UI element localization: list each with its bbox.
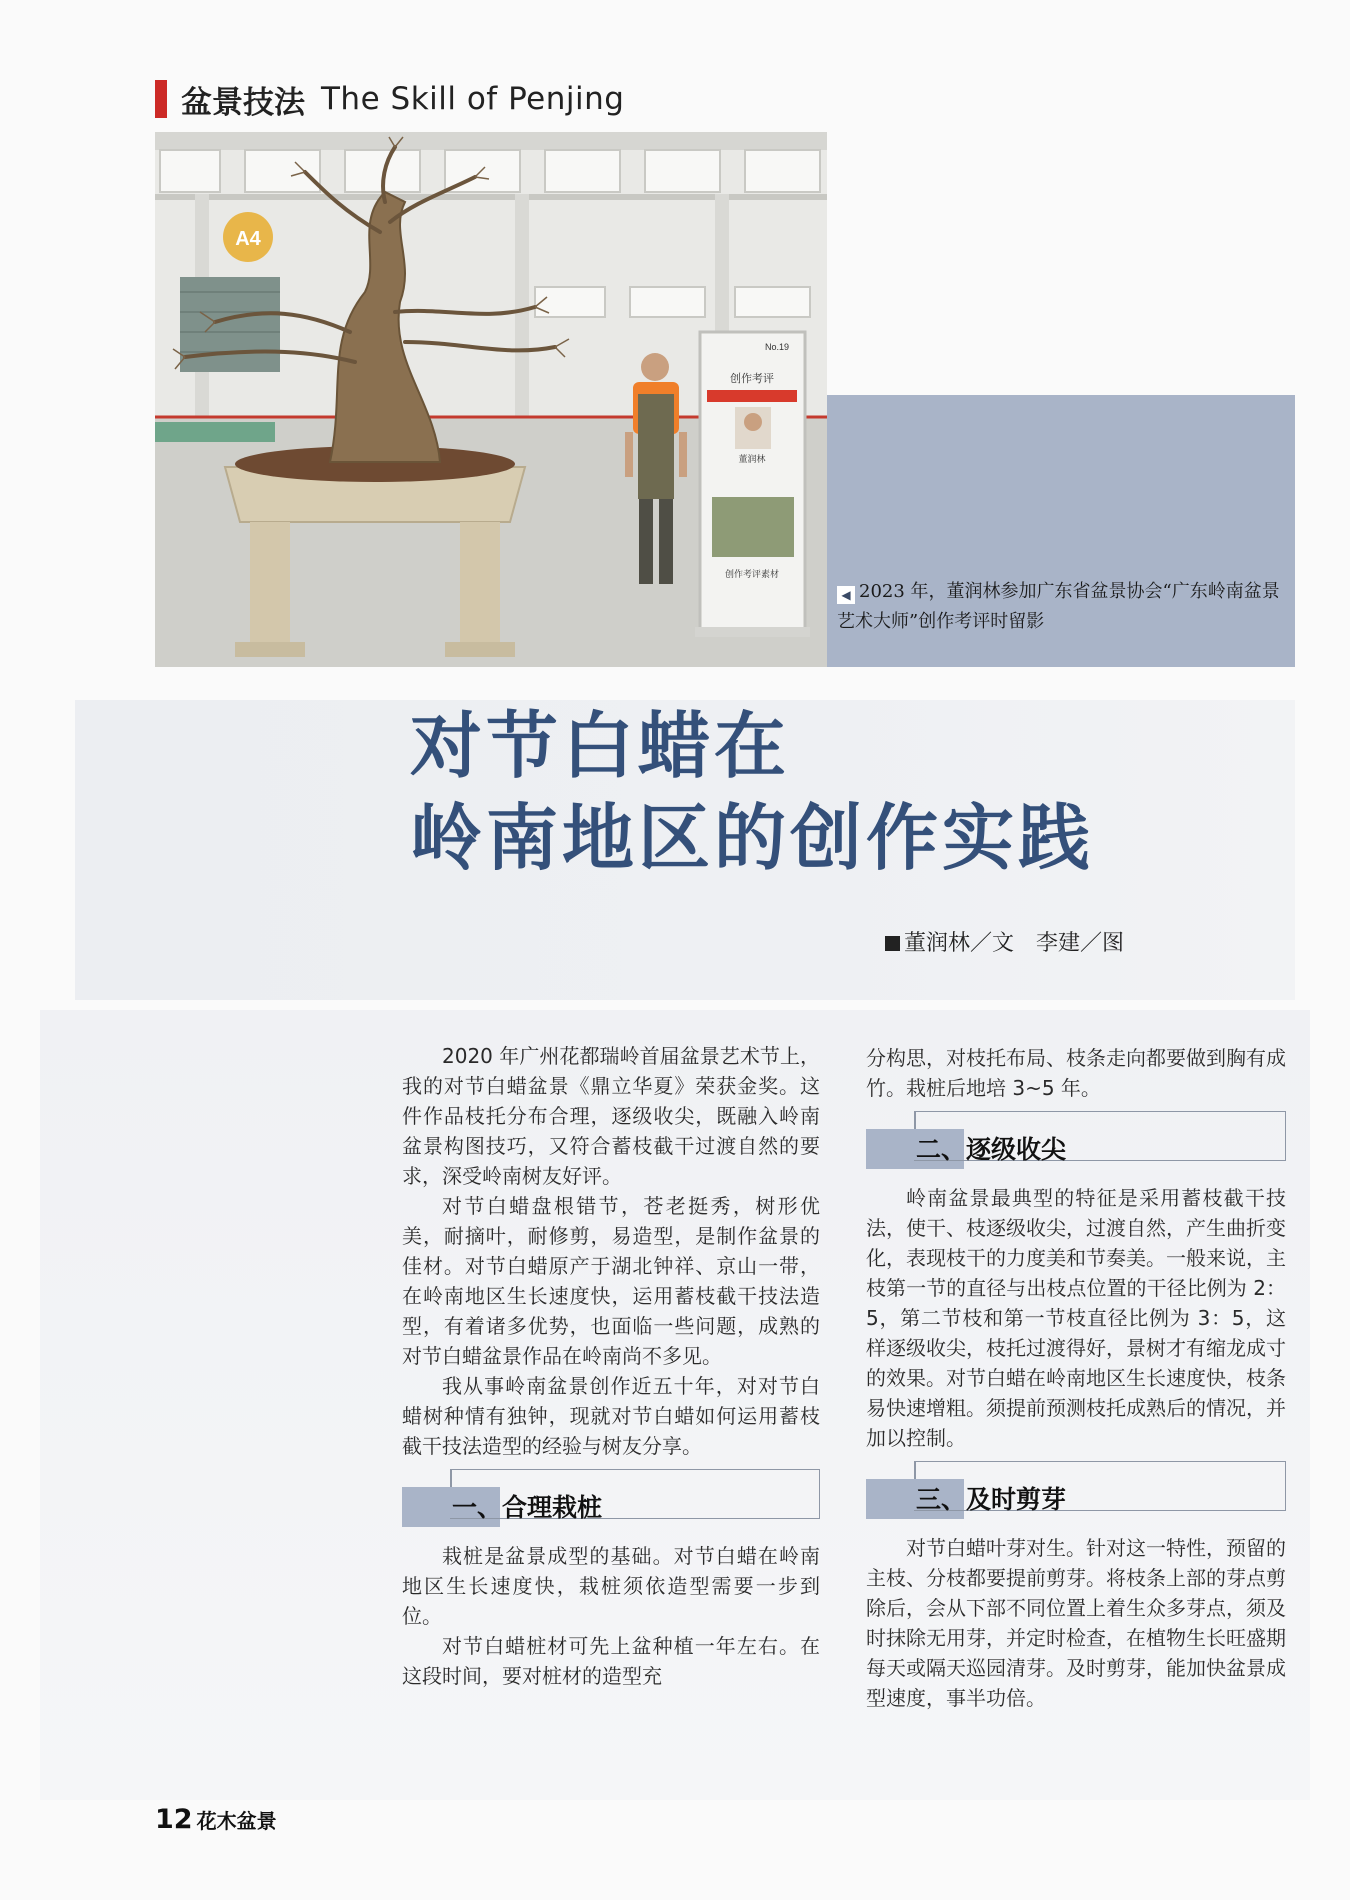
paragraph: 对节白蜡叶芽对生。针对这一特性，预留的主枝、分枝都要提前剪芽。将枝条上部的芽点剪除后，会从下部不同位置上着生众多芽点，须及时抹除无用芽，并定时检查，在植物生长旺盛期每天或隔天巡园清芽。及时剪芽，能加快盆景成型速度，事半功倍。 — [866, 1536, 1286, 1710]
paragraph: 2020 年广州花都瑞岭首届盆景艺术节上，我的对节白蜡盆景《鼎立华夏》荣获金奖。这件作品枝托分布合理，逐级收尖，既融入岭南盆景构图技巧，又符合蓄枝截干过渡自然的要求，深受岭南树友好评。 — [402, 1044, 820, 1188]
paragraph: 我从事岭南盆景创作近五十年，对对节白蜡树种情有独钟，现就对节白蜡如何运用蓄枝截干技法造型的经验与树友分享。 — [402, 1374, 820, 1458]
photo-caption-text: 2023 年，董润林参加广东省盆景协会“广东岭南盆景艺术大师”创作考评时留影 — [837, 581, 1280, 632]
paragraph: 对节白蜡盘根错节，苍老挺秀，树形优美，耐摘叶，耐修剪，易造型，是制作盆景的佳材。对节白蜡原产于湖北钟祥、京山一带，在岭南地区生长速度快，运用蓄枝截干技法造型，有着诸多优势，也面临一些问题，成熟的对节白蜡盆景作品在岭南尚不多见。 — [402, 1194, 820, 1368]
byline — [885, 926, 1124, 957]
section-header — [155, 78, 624, 120]
byline-text: 董润林／文 李建／图 — [904, 931, 1125, 956]
section-heading-2 — [866, 1111, 1286, 1169]
section-heading-3 — [866, 1461, 1286, 1519]
paragraph-continuation: 分构思，对枝托布局、枝条走向都要做到胸有成竹。栽桩后地培 3~5 年。 — [866, 1046, 1286, 1100]
stand-number: No.19 — [764, 342, 789, 352]
caption-arrow-icon: ◀ — [837, 586, 855, 604]
section-heading-1 — [402, 1469, 820, 1527]
section-heading-label: 三、及时剪芽 — [916, 1485, 1067, 1514]
bonsai-photo-illustration — [155, 132, 827, 667]
zone-sign-label: A4 — [235, 228, 261, 250]
article-title — [410, 700, 1094, 884]
section-heading-label: 二、逐级收尖 — [916, 1135, 1067, 1164]
header-section-cn: 盆景技法 — [181, 84, 305, 121]
left-column — [402, 1041, 820, 1691]
article-title-line1: 对节白蜡在 — [410, 704, 791, 788]
magazine-name: 花木盆景 — [196, 1809, 277, 1833]
stand-footer: 创作考评素材 — [724, 570, 780, 580]
page-footer — [155, 1804, 277, 1835]
paragraph: 栽桩是盆景成型的基础。对节白蜡在岭南地区生长速度快，栽桩须依造型需要一步到位。 — [402, 1544, 820, 1628]
paragraph: 岭南盆景最典型的特征是采用蓄枝截干技法，使干、枝逐级收尖，过渡自然，产生曲折变化，表现枝干的力度美和节奏美。一般来说，主枝第一节的直径与出枝点位置的干径比例为 2：5，第二节枝和第一节枝直径比例为 3：5，这样逐级收尖，枝托过渡得好，景树才有缩龙成寸的效果。对节白蜡在岭南地区生长速度快，枝条易快速增粗。须提前预测枝托成熟后的情况，并加以控制。 — [866, 1186, 1286, 1450]
stand-name: 董润林 — [738, 455, 766, 465]
header-section-en: The Skill of Penjing — [321, 81, 625, 117]
byline-square-icon — [885, 936, 900, 951]
caption-panel — [827, 395, 1295, 667]
article-title-line2: 岭南地区的创作实践 — [410, 796, 1095, 880]
right-column — [866, 1043, 1286, 1713]
section-heading-label: 一、合理栽桩 — [452, 1493, 603, 1522]
header-red-mark — [155, 80, 167, 118]
page-number: 12 — [155, 1804, 193, 1835]
bonsai-photo — [155, 132, 827, 667]
stand-title: 创作考评 — [730, 372, 774, 385]
paragraph: 对节白蜡桩材可先上盆种植一年左右。在这段时间，要对桩材的造型充 — [402, 1634, 820, 1688]
photo-caption — [837, 577, 1285, 637]
